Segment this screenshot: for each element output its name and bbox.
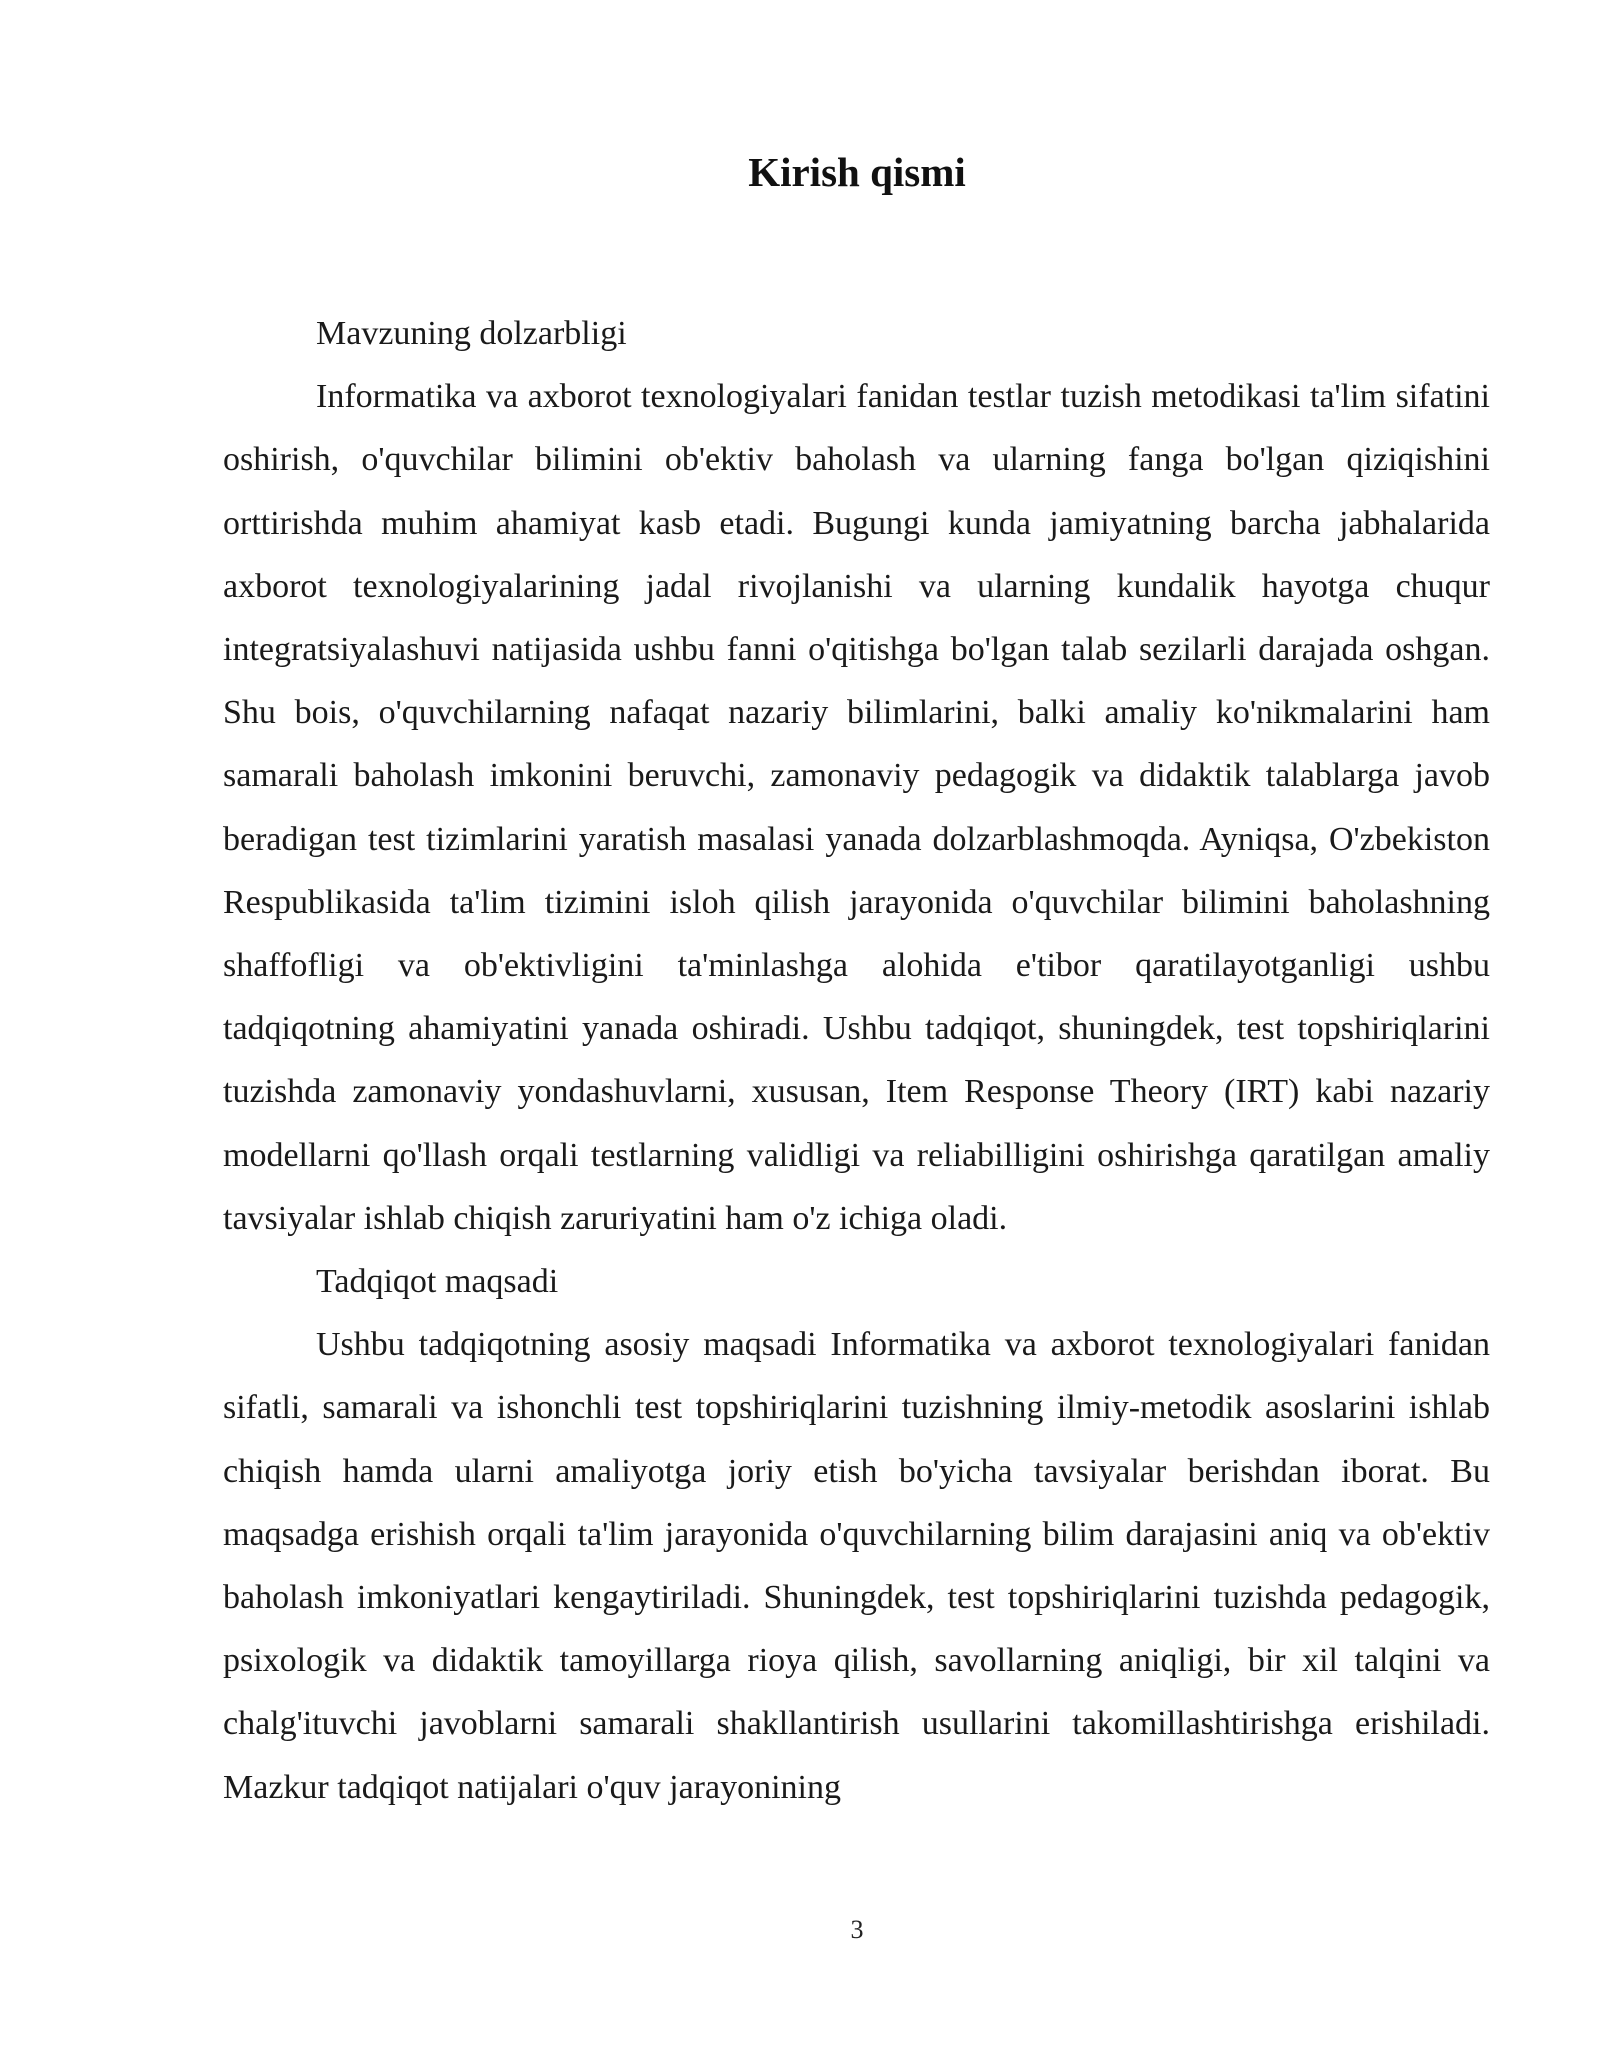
paragraph-relevance: Informatika va axborot texnologiyalari fanidan testlar tuzish metodikasi ta'lim sifatini oshirish, o'quvchilar bilimini ob'ektiv baholash va ularning fanga bo'lgan qiziqishini orttirishda muhim ahamiyat kasb etadi. Bugungi kunda jamiyatning barcha jabhalarida axborot texnologiyalarining jadal rivojlanishi va ularning kundalik hayotga chuqur integratsiyalashuvi natijasida ushbu fanni o'qitishga bo'lgan talab sezilarli darajada oshgan. Shu bois, o'quvchilarning nafaqat nazariy bilimlarini, balki amaliy ko'nikmalarini ham samarali baholash imkonini beruvchi, zamonaviy pedagogik va didaktik talablarga javob beradigan test tizimlarini yaratish masalasi yanada dolzarblashmoqda. Ayniqsa, O'zbekiston Respublikasida ta'lim tizimini isloh qilish jarayonida o'quvchilar bilimini baholashning shaffofligi va ob'ektivligini ta'minlashga alohida e'tibor qaratilayotganligi ushbu tadqiqotning ahamiyatini yanada oshiradi. Ushbu tadqiqot, shuningdek, test topshiriqlarini tuzishda zamonaviy yondashuvlarni, xususan, Item Response Theory (IRT) kabi nazariy modellarni qo'llash orqali testlarning validligi va reliabilligini oshirishga qaratilgan amaliy tavsiyalar ishlab chiqish zaruriyatini ham o'z ichiga oladi. bbox=[223, 378, 1490, 1237]
page-number: 3 bbox=[850, 1915, 864, 1944]
section-heading-relevance: Mavzuning dolzarbligi bbox=[316, 315, 627, 352]
paragraph-research-goal: Ushbu tadqiqotning asosiy maqsadi Informatika va axborot texnologiyalari fanidan sifatli, samarali va ishonchli test topshiriqlarini tuzishning ilmiy-metodik asoslarini ishlab chiqish hamda ularni amaliyotga joriy etish bo'yicha tavsiyalar berishdan iborat. Bu maqsadga erishish orqali ta'lim jarayonida o'quvchilarning bilim darajasini aniq va ob'ektiv baholash imkoniyatlari kengaytiriladi. Shuningdek, test topshiriqlarini tuzishda pedagogik, psixologik va didaktik tamoyillarga rioya qilish, savollarning aniqligi, bir xil talqini va chalg'ituvchi javoblarni samarali shakllantirish usullarini takomillashtirishga erishiladi. Mazkur tadqiqot natijalari o'quv jarayonining bbox=[223, 1326, 1490, 1806]
section-heading-research-goal: Tadqiqot maqsadi bbox=[316, 1263, 559, 1301]
document-body bbox=[223, 302, 1490, 1819]
page-title: Kirish qismi bbox=[748, 149, 966, 195]
